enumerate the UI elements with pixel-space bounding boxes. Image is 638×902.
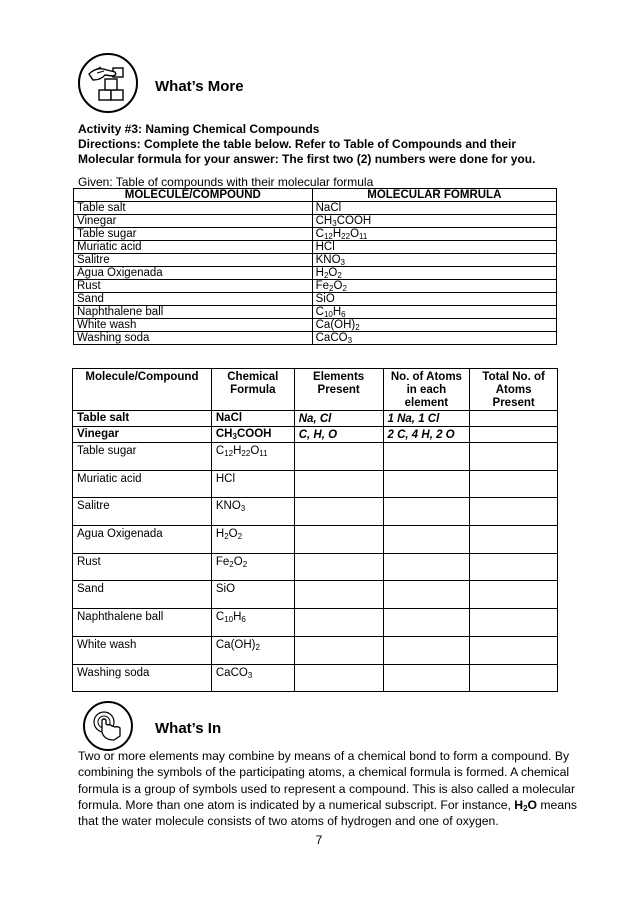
formula-symbol: means (537, 797, 577, 812)
compound-name: Salitre (74, 254, 313, 267)
formula-symbol: HCl (215, 472, 236, 485)
molecular-formula (312, 215, 556, 228)
formula-subscript: 3 (347, 336, 353, 345)
total-atoms-blank (470, 470, 558, 498)
atoms-each-element-blank (383, 526, 470, 554)
elements-present-blank (294, 553, 383, 581)
molecular-formula (312, 319, 556, 332)
given-caption: Given: Table of compounds with their molecular formula (78, 175, 374, 189)
formula-subscript: 12 (323, 232, 333, 241)
worksheet-row (73, 443, 558, 471)
header-molecule-compound (73, 369, 212, 411)
chemical-formula (211, 609, 294, 637)
formula-subscript: 2 (329, 284, 334, 293)
compound-name: Table sugar (73, 443, 212, 471)
formula-subscript: 3 (332, 219, 337, 228)
atoms-each-element: 2 C, 4 H, 2 O (383, 427, 470, 443)
elements-present-blank (294, 664, 383, 692)
formula-symbol: KNO (215, 500, 241, 513)
compound-name: Table salt (74, 202, 313, 215)
formula-symbol: H (332, 306, 342, 318)
formula-symbol: SiO (315, 293, 335, 305)
formula-symbol: H (332, 228, 342, 240)
formula-symbol: H (233, 445, 242, 457)
given-table-row (74, 267, 557, 280)
formula-symbol: KNO (315, 254, 341, 266)
given-table-row (74, 319, 557, 332)
atoms-each-element-blank (383, 664, 470, 692)
given-table-row (74, 293, 557, 306)
compound-name: Naphthalene ball (73, 609, 212, 637)
compound-name: Rust (73, 553, 212, 581)
paragraph-line (78, 813, 568, 829)
compound-name: Naphthalene ball (74, 306, 313, 319)
compound-name: Table sugar (74, 228, 313, 241)
given-table-header (74, 189, 557, 202)
chemical-formula (211, 443, 294, 471)
compound-name: Muriatic acid (74, 241, 313, 254)
formula-subscript: 3 (340, 258, 345, 267)
given-table-row (74, 280, 557, 293)
molecular-formula (312, 202, 556, 215)
formula-symbol: COOH (336, 215, 372, 227)
example-row (73, 427, 558, 443)
compound-name: White wash (73, 636, 212, 664)
compound-name: Sand (74, 293, 313, 306)
given-table-row (74, 254, 557, 267)
formula-symbol: CaCO (315, 332, 348, 344)
formula-subscript: 6 (241, 615, 246, 625)
formula-subscript: 10 (323, 310, 333, 319)
given-table-row (74, 241, 557, 254)
formula-subscript: 3 (232, 432, 237, 441)
naming-compounds-worksheet-table (72, 368, 558, 692)
elements-present-blank (294, 526, 383, 554)
molecular-formula (312, 293, 556, 306)
formula-symbol: H (514, 797, 524, 812)
header-line: Atoms (495, 384, 532, 396)
chemical-formula (211, 526, 294, 554)
compound-name: Salitre (73, 498, 212, 526)
formula-symbol: O (228, 528, 238, 541)
formula-subscript: 2 (355, 323, 360, 332)
elements-present: Na, Cl (294, 411, 383, 427)
formula-symbol: CH (215, 428, 233, 440)
formula-subscript: 2 (337, 271, 342, 280)
header-line: Present (317, 384, 360, 396)
header-chemical-formula (211, 369, 294, 411)
total-atoms-blank (470, 636, 558, 664)
formula-subscript: 22 (241, 449, 251, 458)
atoms-each-element-blank (383, 498, 470, 526)
formula-subscript: 10 (224, 615, 234, 625)
chemical-formula (211, 636, 294, 664)
formula-symbol: Fe (315, 280, 330, 292)
compound-name: Rust (74, 280, 313, 293)
chemical-formula (211, 427, 294, 443)
formula-symbol: H (215, 528, 225, 541)
chemical-formula (211, 498, 294, 526)
worksheet-row (73, 636, 558, 664)
compound-name: Agua Oxigenada (74, 267, 313, 280)
total-atoms-blank (470, 443, 558, 471)
formula-symbol: C (215, 445, 225, 457)
chemical-formula (211, 553, 294, 581)
formula-symbol: Fe (215, 555, 230, 568)
total-atoms-blank (470, 498, 558, 526)
given-table-row (74, 228, 557, 241)
header-line: Elements (313, 371, 365, 383)
molecular-formula (312, 332, 556, 345)
formula-symbol: formula. More than one atom is indicated by a numerical subscript. For instance, (78, 797, 515, 812)
header-line: Molecule/Compound (85, 371, 199, 383)
directions-line-2: Molecular formula for your answer: The first two (2) numbers were done for you. (78, 152, 536, 166)
worksheet-row (73, 526, 558, 554)
compound-name: Washing soda (73, 664, 212, 692)
formula-subscript: 3 (240, 504, 246, 514)
formula-symbol: C (215, 611, 225, 624)
given-compounds-table (73, 188, 557, 345)
elements-present-blank (294, 498, 383, 526)
chemical-formula (211, 664, 294, 692)
total-atoms-blank (470, 526, 558, 554)
worksheet-row (73, 553, 558, 581)
formula-subscript: 2 (523, 803, 528, 813)
total-atoms-blank (470, 553, 558, 581)
whats-in-paragraph (78, 748, 577, 829)
compound-name: Agua Oxigenada (73, 526, 212, 554)
total-atoms-blank (470, 609, 558, 637)
worksheet-row (73, 470, 558, 498)
chemical-formula (211, 411, 294, 427)
paragraph-line (78, 748, 568, 764)
formula-symbol: CH (315, 215, 333, 227)
atoms-each-element-blank (383, 553, 470, 581)
worksheet-row (73, 498, 558, 526)
molecular-formula (312, 254, 556, 267)
atoms-each-element-blank (383, 470, 470, 498)
formula-symbol: formula is a group of symbols used to represent a compound. This is also called a molecular (78, 781, 576, 796)
activity-title: Activity #3: Naming Chemical Compounds (78, 122, 320, 136)
header-molecule-compound: MOLECULE/COMPOUND (74, 189, 313, 202)
atoms-each-element-blank (383, 609, 470, 637)
given-table-row (74, 215, 557, 228)
whats-in-heading: What’s In (155, 720, 222, 737)
elements-present: C, H, O (294, 427, 383, 443)
formula-symbol: Ca(OH) (215, 638, 256, 651)
formula-symbol: C (315, 306, 324, 318)
compound-name: Vinegar (73, 427, 212, 443)
atoms-each-element-blank (383, 581, 470, 609)
paragraph-line (78, 797, 577, 813)
molecular-formula (312, 228, 556, 241)
header-elements-present (294, 369, 383, 411)
directions-line-1: Directions: Complete the table below. Refer to Table of Compounds and their (78, 137, 517, 151)
chemical-formula (211, 581, 294, 609)
formula-symbol: O (350, 228, 360, 240)
compound-name: White wash (74, 319, 313, 332)
whats-in-icon (82, 700, 134, 752)
elements-present-blank (294, 581, 383, 609)
compound-name: Table salt (73, 411, 212, 427)
paragraph-line (78, 764, 568, 780)
given-table-row (74, 202, 557, 215)
chemical-formula (211, 470, 294, 498)
formula-symbol: C (315, 228, 324, 240)
formula-symbol: HCl (315, 241, 335, 253)
compound-name: Washing soda (74, 332, 313, 345)
formula-symbol: that the water molecule consists of two atoms of hydrogen and one of oxygen. (78, 814, 499, 829)
worksheet-row (73, 609, 558, 637)
example-row (73, 411, 558, 427)
atoms-each-element: 1 Na, 1 Cl (383, 411, 470, 427)
header-line: in each (406, 384, 447, 396)
worksheet-header-row (73, 369, 558, 411)
formula-symbol: O (328, 267, 338, 279)
formula-subscript: 2 (224, 532, 229, 542)
formula-symbol: O (233, 555, 243, 568)
elements-present-blank (294, 636, 383, 664)
molecular-formula (312, 267, 556, 280)
molecular-formula (312, 306, 556, 319)
formula-subscript: 22 (341, 232, 351, 241)
header-line: element (404, 397, 449, 409)
molecular-formula (312, 241, 556, 254)
formula-subscript: 11 (359, 232, 368, 241)
header-molecular-formula: MOLECULAR FOMRULA (312, 189, 556, 202)
formula-subscript: 2 (323, 271, 329, 280)
formula-symbol: SiO (215, 583, 236, 596)
worksheet-row (73, 581, 558, 609)
worksheet-row (73, 664, 558, 692)
formula-subscript: 11 (259, 449, 268, 458)
formula-symbol: CaCO (215, 666, 248, 679)
total-atoms-answer (470, 427, 558, 443)
formula-symbol: H (315, 267, 324, 279)
formula-symbol: H (233, 611, 242, 624)
formula-subscript: 3 (247, 670, 253, 680)
header-line: Chemical (227, 371, 279, 383)
whats-more-icon (77, 52, 139, 114)
total-atoms-blank (470, 664, 558, 692)
header-atoms-each-element (383, 369, 470, 411)
formula-subscript: 2 (242, 559, 248, 569)
formula-symbol: O (527, 797, 537, 812)
formula-symbol: Ca(OH) (315, 319, 356, 331)
formula-subscript: 6 (341, 310, 346, 319)
elements-present-blank (294, 609, 383, 637)
formula-symbol: NaCl (215, 412, 243, 424)
formula-symbol: Two or more elements may combine by means of a chemical bond to form a compound. By (78, 749, 570, 763)
formula-symbol: O (333, 280, 343, 292)
paragraph-line (78, 781, 576, 797)
formula-subscript: 12 (224, 449, 234, 458)
elements-present-blank (294, 443, 383, 471)
formula-symbol: NaCl (315, 202, 342, 214)
given-table-row (74, 306, 557, 319)
compound-name: Sand (73, 581, 212, 609)
header-line: Present (492, 397, 535, 409)
atoms-each-element-blank (383, 443, 470, 471)
formula-symbol: O (250, 445, 260, 457)
compound-name: Muriatic acid (73, 470, 212, 498)
atoms-each-element-blank (383, 636, 470, 664)
formula-symbol: COOH (236, 428, 272, 440)
total-atoms-blank (470, 581, 558, 609)
given-table-row (74, 332, 557, 345)
elements-present-blank (294, 470, 383, 498)
header-total-atoms (470, 369, 558, 411)
formula-subscript: 2 (237, 532, 243, 542)
formula-subscript: 2 (229, 559, 234, 569)
molecular-formula (312, 280, 556, 293)
header-line: Formula (230, 384, 276, 396)
compound-name: Vinegar (74, 215, 313, 228)
header-line: Total No. of (482, 371, 545, 383)
total-atoms-answer (470, 411, 558, 427)
formula-symbol: combining the symbols of the participating atoms, a chemical formula is formed. A chemical (78, 765, 570, 780)
page-number: 7 (315, 833, 323, 847)
formula-subscript: 2 (342, 284, 347, 293)
header-line: No. of Atoms (390, 371, 462, 383)
formula-subscript: 2 (255, 642, 260, 652)
whats-more-heading: What’s More (155, 78, 244, 95)
